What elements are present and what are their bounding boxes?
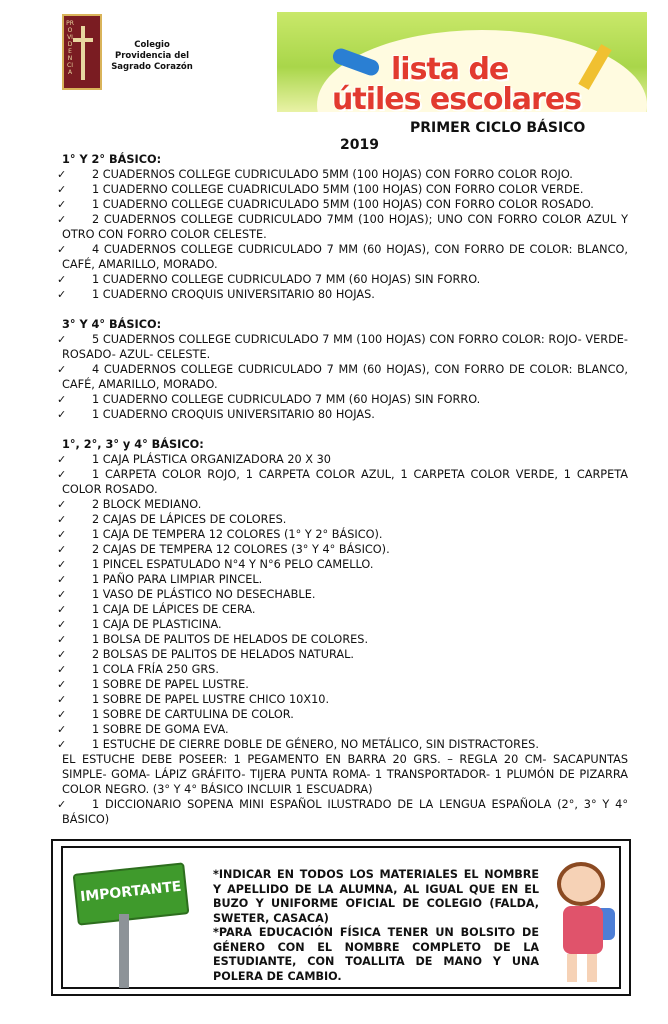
list-item [57,662,628,677]
list-item-text: 1 CUADERNO COLLEGE CUDRICULADO 7 MM (60 HOJAS) SIN FORRO. [92,273,481,286]
section-items [57,452,628,752]
list-item [57,527,628,542]
list-item [57,512,628,527]
check-icon: ✓ [57,513,67,526]
list-item-text: 2 BLOCK MEDIANO. [92,498,202,511]
check-icon: ✓ [57,468,67,481]
important-inner [61,846,621,989]
list-item-text: 1 CUADERNO COLLEGE CUADRICULADO 5MM (100 HOJAS) CON FORRO COLOR VERDE. [92,183,584,196]
check-icon: ✓ [57,648,67,661]
list-item [57,287,628,302]
supply-list [57,152,628,827]
check-icon: ✓ [57,498,67,511]
list-item [57,467,628,497]
sign-post [119,914,129,988]
section-items [57,332,628,422]
list-item-text: 1 CUADERNO COLLEGE CUADRICULADO 5MM (100 HOJAS) CON FORRO COLOR ROSADO. [92,198,594,211]
list-item-text: 1 SOBRE DE GOMA EVA. [92,723,229,736]
list-item-text: 1 DICCIONARIO SOPENA MINI ESPAÑOL ILUSTRADO DE LA LENGUA ESPAÑOLA (2°, 3° Y 4° BÁSICO) [62,798,628,826]
banner-line2: útiles escolares [332,82,582,112]
list-item-text: 1 SOBRE DE CARTULINA DE COLOR. [92,708,294,721]
check-icon: ✓ [57,363,67,376]
check-icon: ✓ [57,528,67,541]
check-icon: ✓ [57,168,67,181]
student-illustration [543,858,623,988]
list-item-text: 5 CUADERNOS COLLEGE CUDRICULADO 7 MM (100 HOJAS) CON FORRO COLOR: ROJO- VERDE- ROSADO- AZUL- CELESTE. [62,333,628,361]
check-icon: ✓ [57,618,67,631]
list-item-text: 1 CAJA PLÁSTICA ORGANIZADORA 20 X 30 [92,453,331,466]
section-heading: 1°, 2°, 3° y 4° BÁSICO: [62,438,204,451]
check-icon: ✓ [57,693,67,706]
list-item [57,182,628,197]
section-heading: 3° Y 4° BÁSICO: [62,318,162,331]
pencil-case-note: EL ESTUCHE DEBE POSEER: 1 PEGAMENTO EN BARRA 20 GRS. – REGLA 20 CM- SACAPUNTAS SIMPLE- GOMA- LÁPIZ GRÁFITO- TIJERA PUNTA ROMA- 1 TRANSPORTADOR- 1 PLUMÓN DE PIZARRA COLOR NEGRO. (3° Y 4° BÁSICO INCLUIR 1 ESCUADRA) [62,753,628,796]
school-name: Colegio Providencia del Sagrado Corazón [111,40,193,72]
list-item-text: 1 SOBRE DE PAPEL LUSTRE CHICO 10X10. [92,693,330,706]
check-icon: ✓ [57,543,67,556]
list-item [57,497,628,512]
list-item [57,632,628,647]
list-item-text: 2 CUADERNOS COLLEGE CUDRICULADO 5MM (100 HOJAS) CON FORRO COLOR ROJO. [92,168,573,181]
check-icon: ✓ [57,393,67,406]
list-item [57,692,628,707]
check-icon: ✓ [57,663,67,676]
list-item [57,212,628,242]
check-icon: ✓ [57,603,67,616]
list-item [57,617,628,632]
section-items [57,167,628,302]
list-item-text: 1 VASO DE PLÁSTICO NO DESECHABLE. [92,588,316,601]
list-item-text: 2 CAJAS DE TEMPERA 12 COLORES (3° Y 4° BÁSICO). [92,543,390,556]
cross-icon [81,26,85,80]
check-icon: ✓ [57,558,67,571]
school-logo [62,14,102,90]
important-box [51,839,631,996]
list-item-text: 1 CAJA DE LÁPICES DE CERA. [92,603,256,616]
student-leg [587,954,597,982]
check-icon: ✓ [57,588,67,601]
check-icon: ✓ [57,243,67,256]
student-body [563,906,603,954]
list-item-text: 1 ESTUCHE DE CIERRE DOBLE DE GÉNERO, NO METÁLICO, SIN DISTRACTORES. [92,738,539,751]
list-item [57,242,628,272]
list-item [57,542,628,557]
list-item [57,392,628,407]
check-icon: ✓ [57,738,67,751]
important-notes [213,868,539,984]
check-icon: ✓ [57,453,67,466]
list-item [57,722,628,737]
list-item [57,602,628,617]
list-item-text: 1 BOLSA DE PALITOS DE HELADOS DE COLORES. [92,633,369,646]
list-item-text: 1 CUADERNO COLLEGE CUDRICULADO 7 MM (60 HOJAS) SIN FORRO. [92,393,481,406]
list-item [57,647,628,662]
check-icon: ✓ [57,573,67,586]
cross-icon-bar [73,38,93,42]
list-item [57,452,628,467]
list-item [57,167,628,182]
page-year: 2019 [340,137,379,153]
check-icon: ✓ [57,213,67,226]
list-item [57,587,628,602]
section-items [57,797,628,827]
list-item [57,407,628,422]
important-sign: IMPORTANTE [73,862,190,925]
check-icon: ✓ [57,273,67,286]
list-item [57,677,628,692]
list-item [57,572,628,587]
list-item-text: 1 CAJA DE TEMPERA 12 COLORES (1° Y 2° BÁSICO). [92,528,383,541]
banner-line1: lista de [391,52,509,87]
list-item [57,737,628,752]
check-icon: ✓ [57,798,67,811]
student-head [557,862,605,906]
check-icon: ✓ [57,333,67,346]
list-item [57,797,628,827]
list-item-text: 1 CAJA DE PLASTICINA. [92,618,222,631]
banner [277,12,647,112]
list-item [57,707,628,722]
check-icon: ✓ [57,198,67,211]
list-item [57,332,628,362]
list-item-text: 1 PAÑO PARA LIMPIAR PINCEL. [92,573,263,586]
list-item-text: 1 PINCEL ESPATULADO N°4 Y N°6 PELO CAMELLO. [92,558,374,571]
logo-text: PROVIDENCIA [66,20,74,76]
list-item-text: 4 CUADERNOS COLLEGE CUDRICULADO 7 MM (60 HOJAS), CON FORRO DE COLOR: BLANCO, CAFÉ, AMARILLO, MORADO. [62,243,628,271]
list-item-text: 2 CUADERNOS COLLEGE CUDRICULADO 7MM (100 HOJAS); UNO CON FORRO COLOR AZUL Y OTRO CON FORRO COLOR CELESTE. [62,213,628,241]
check-icon: ✓ [57,183,67,196]
important-note-2: *PARA EDUCACIÓN FÍSICA TENER UN BOLSITO DE GÉNERO CON EL NOMBRE COMPLETO DE LA ESTUDIANTE, CON TOALLITA DE MANO Y UNA POLERA DE CAMBIO. [213,926,539,983]
list-item-text: 1 COLA FRÍA 250 GRS. [92,663,219,676]
section-heading: 1° Y 2° BÁSICO: [62,153,162,166]
list-item-text: 1 CARPETA COLOR ROJO, 1 CARPETA COLOR AZUL, 1 CARPETA COLOR VERDE, 1 CARPETA COLOR ROSADO. [62,468,628,496]
check-icon: ✓ [57,678,67,691]
check-icon: ✓ [57,708,67,721]
list-item-text: 2 CAJAS DE LÁPICES DE COLORES. [92,513,287,526]
list-item-text: 2 BOLSAS DE PALITOS DE HELADOS NATURAL. [92,648,354,661]
list-item [57,197,628,212]
check-icon: ✓ [57,633,67,646]
page-title: PRIMER CICLO BÁSICO [410,120,586,136]
check-icon: ✓ [57,723,67,736]
list-item-text: 1 CUADERNO CROQUIS UNIVERSITARIO 80 HOJAS. [92,408,375,421]
list-item [57,362,628,392]
list-item-text: 1 SOBRE DE PAPEL LUSTRE. [92,678,249,691]
check-icon: ✓ [57,288,67,301]
student-leg [567,954,577,982]
list-item [57,557,628,572]
list-item-text: 1 CUADERNO CROQUIS UNIVERSITARIO 80 HOJAS. [92,288,375,301]
check-icon: ✓ [57,408,67,421]
list-item [57,272,628,287]
list-item-text: 4 CUADERNOS COLLEGE CUDRICULADO 7 MM (60 HOJAS), CON FORRO DE COLOR: BLANCO, CAFÉ, AMARILLO, MORADO. [62,363,628,391]
important-note-1: *INDICAR EN TODOS LOS MATERIALES EL NOMBRE Y APELLIDO DE LA ALUMNA, AL IGUAL QUE EN EL BUZO Y UNIFORME OFICIAL DE COLEGIO (FALDA, SWETER, CASACA) [213,868,539,925]
